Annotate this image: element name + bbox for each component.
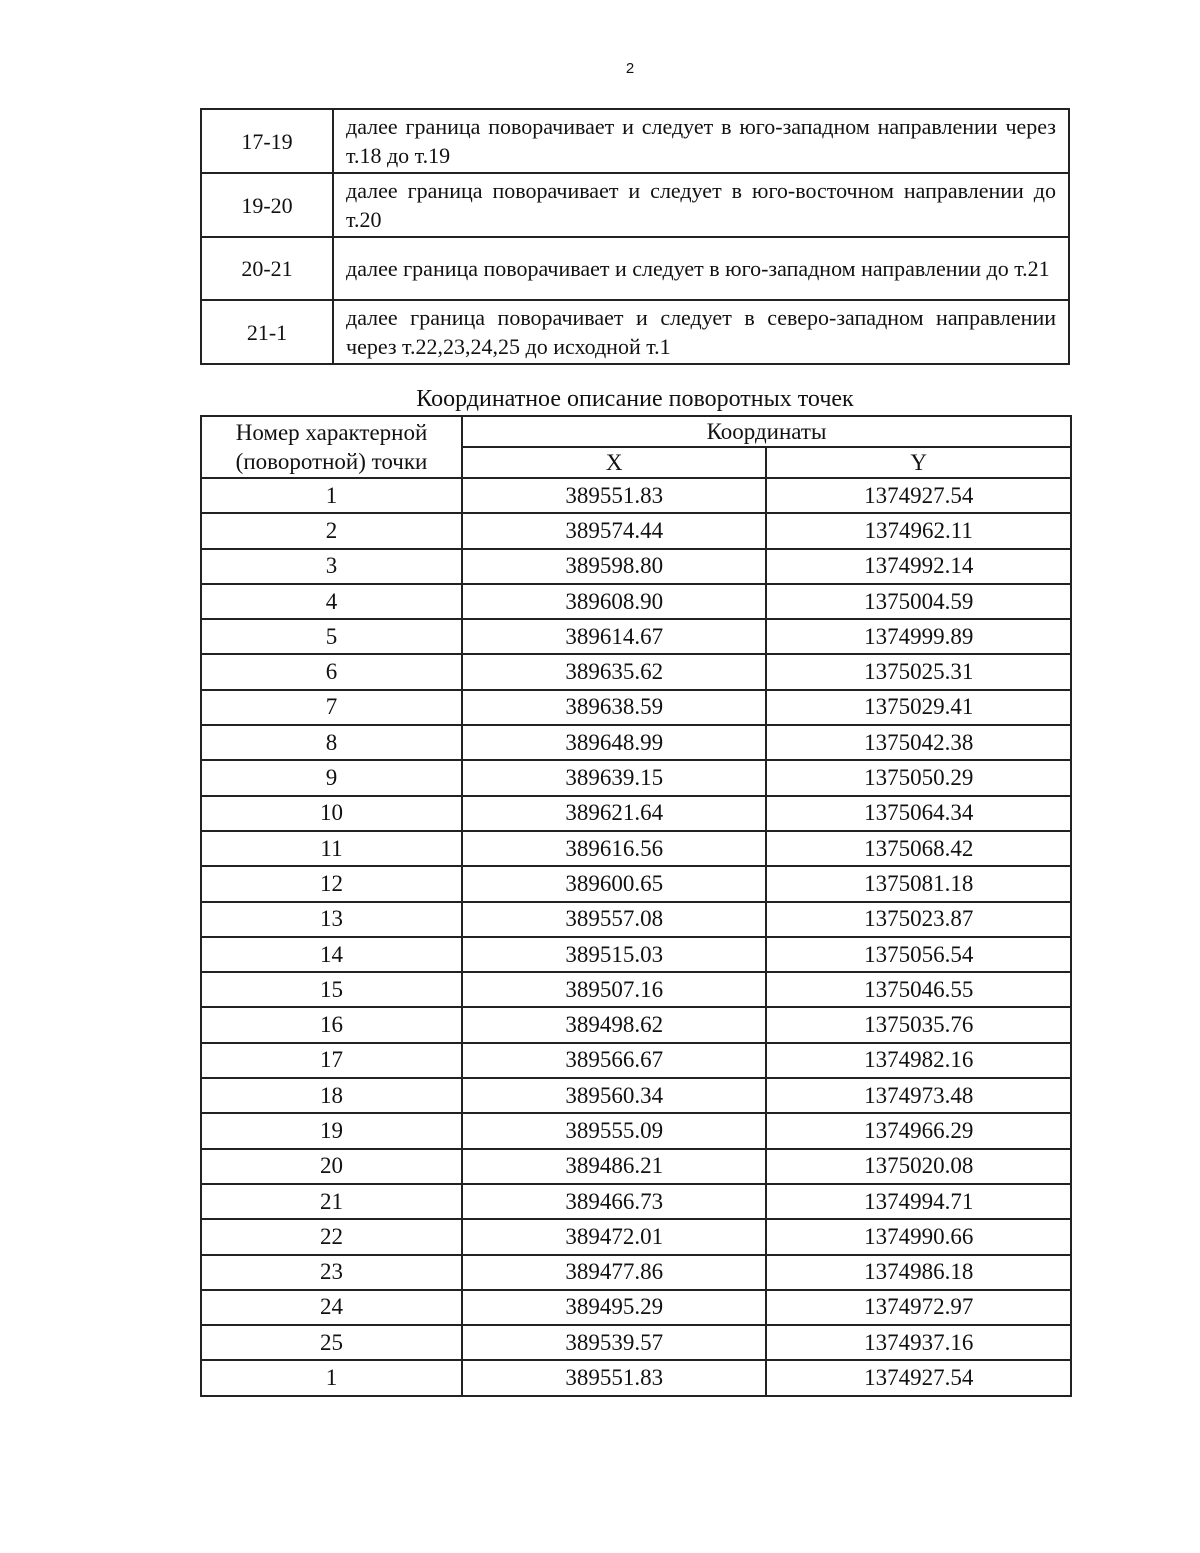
segment-description: далее граница поворачивает и следует в юго-западном направлении через т.18 до т.19: [333, 109, 1069, 173]
x-coordinate-cell: 389486.21: [462, 1149, 766, 1184]
coordinates-table: [200, 415, 1072, 1397]
y-coordinate-cell: 1375064.34: [766, 796, 1071, 831]
point-number-cell: 18: [201, 1078, 462, 1113]
point-number-cell: 1: [201, 478, 462, 513]
point-number-cell: 21: [201, 1184, 462, 1219]
coord-row: [201, 619, 1071, 654]
y-coordinate-cell: 1374937.16: [766, 1325, 1071, 1360]
coord-row: [201, 902, 1071, 937]
y-coordinate-cell: 1375056.54: [766, 937, 1071, 972]
x-coordinate-cell: 389477.86: [462, 1255, 766, 1290]
y-coordinate-cell: 1374927.54: [766, 478, 1071, 513]
y-coordinate-cell: 1375020.08: [766, 1149, 1071, 1184]
y-coordinate-cell: 1374994.71: [766, 1184, 1071, 1219]
x-coordinate-cell: 389600.65: [462, 866, 766, 901]
point-number-cell: 13: [201, 902, 462, 937]
point-number-cell: 22: [201, 1219, 462, 1254]
x-coordinate-cell: 389614.67: [462, 619, 766, 654]
point-number-cell: 4: [201, 584, 462, 619]
header-x: X: [462, 447, 766, 478]
point-number-cell: 17: [201, 1043, 462, 1078]
point-number-cell: 12: [201, 866, 462, 901]
x-coordinate-cell: 389566.67: [462, 1043, 766, 1078]
coord-row: [201, 690, 1071, 725]
coord-row: [201, 1360, 1071, 1395]
y-coordinate-cell: 1374973.48: [766, 1078, 1071, 1113]
segment-id: 17-19: [201, 109, 333, 173]
x-coordinate-cell: 389621.64: [462, 796, 766, 831]
x-coordinate-cell: 389495.29: [462, 1290, 766, 1325]
coord-row: [201, 549, 1071, 584]
y-coordinate-cell: 1375081.18: [766, 866, 1071, 901]
x-coordinate-cell: 389515.03: [462, 937, 766, 972]
x-coordinate-cell: 389551.83: [462, 1360, 766, 1395]
segment-description: далее граница поворачивает и следует в юго-западном направлении до т.21: [333, 237, 1069, 300]
coord-row: [201, 1325, 1071, 1360]
segments-body: [201, 109, 1069, 364]
boundary-segments-table: [200, 108, 1070, 365]
point-number-cell: 9: [201, 760, 462, 795]
point-number-cell: 3: [201, 549, 462, 584]
y-coordinate-cell: 1375029.41: [766, 690, 1071, 725]
y-coordinate-cell: 1375025.31: [766, 654, 1071, 689]
x-coordinate-cell: 389635.62: [462, 654, 766, 689]
coord-row: [201, 1255, 1071, 1290]
point-number-cell: 2: [201, 513, 462, 548]
coord-row: [201, 1219, 1071, 1254]
coord-row: [201, 725, 1071, 760]
coord-row: [201, 654, 1071, 689]
x-coordinate-cell: 389472.01: [462, 1219, 766, 1254]
x-coordinate-cell: 389466.73: [462, 1184, 766, 1219]
point-number-cell: 20: [201, 1149, 462, 1184]
y-coordinate-cell: 1375046.55: [766, 972, 1071, 1007]
x-coordinate-cell: 389555.09: [462, 1113, 766, 1148]
header-point-number: Номер характерной (поворотной) точки: [201, 416, 462, 478]
x-coordinate-cell: 389498.62: [462, 1007, 766, 1042]
segment-row: [201, 109, 1069, 173]
point-number-cell: 5: [201, 619, 462, 654]
point-number-cell: 24: [201, 1290, 462, 1325]
coord-row: [201, 513, 1071, 548]
y-coordinate-cell: 1375042.38: [766, 725, 1071, 760]
y-coordinate-cell: 1375004.59: [766, 584, 1071, 619]
coord-row: [201, 937, 1071, 972]
page-number: 2: [625, 60, 635, 77]
point-number-cell: 6: [201, 654, 462, 689]
segment-row: [201, 173, 1069, 237]
y-coordinate-cell: 1374927.54: [766, 1360, 1071, 1395]
point-number-cell: 16: [201, 1007, 462, 1042]
segment-id: 20-21: [201, 237, 333, 300]
point-number-cell: 8: [201, 725, 462, 760]
coord-row: [201, 1043, 1071, 1078]
segment-id: 21-1: [201, 300, 333, 364]
y-coordinate-cell: 1374972.97: [766, 1290, 1071, 1325]
coord-row: [201, 1149, 1071, 1184]
point-number-cell: 11: [201, 831, 462, 866]
coord-row: [201, 1113, 1071, 1148]
y-coordinate-cell: 1375068.42: [766, 831, 1071, 866]
coord-row: [201, 831, 1071, 866]
y-coordinate-cell: 1374962.11: [766, 513, 1071, 548]
point-number-cell: 15: [201, 972, 462, 1007]
point-number-cell: 14: [201, 937, 462, 972]
x-coordinate-cell: 389574.44: [462, 513, 766, 548]
segment-description: далее граница поворачивает и следует в северо-западном направлении через т.22,23,24,25 до исходной т.1: [333, 300, 1069, 364]
x-coordinate-cell: 389551.83: [462, 478, 766, 513]
point-number-cell: 23: [201, 1255, 462, 1290]
x-coordinate-cell: 389507.16: [462, 972, 766, 1007]
coord-row: [201, 584, 1071, 619]
point-number-cell: 7: [201, 690, 462, 725]
x-coordinate-cell: 389616.56: [462, 831, 766, 866]
y-coordinate-cell: 1374992.14: [766, 549, 1071, 584]
coord-row: [201, 866, 1071, 901]
x-coordinate-cell: 389608.90: [462, 584, 766, 619]
y-coordinate-cell: 1374982.16: [766, 1043, 1071, 1078]
x-coordinate-cell: 389557.08: [462, 902, 766, 937]
coord-row: [201, 1007, 1071, 1042]
segment-id: 19-20: [201, 173, 333, 237]
coord-row: [201, 1290, 1071, 1325]
coords-table-title: Координатное описание поворотных точек: [416, 386, 854, 412]
x-coordinate-cell: 389560.34: [462, 1078, 766, 1113]
coord-row: [201, 1184, 1071, 1219]
point-number-cell: 1: [201, 1360, 462, 1395]
segment-row: [201, 300, 1069, 364]
header-y: Y: [766, 447, 1071, 478]
y-coordinate-cell: 1374986.18: [766, 1255, 1071, 1290]
y-coordinate-cell: 1374999.89: [766, 619, 1071, 654]
y-coordinate-cell: 1374990.66: [766, 1219, 1071, 1254]
coord-row: [201, 972, 1071, 1007]
x-coordinate-cell: 389598.80: [462, 549, 766, 584]
point-number-cell: 10: [201, 796, 462, 831]
y-coordinate-cell: 1375023.87: [766, 902, 1071, 937]
x-coordinate-cell: 389648.99: [462, 725, 766, 760]
coord-row: [201, 760, 1071, 795]
y-coordinate-cell: 1374966.29: [766, 1113, 1071, 1148]
x-coordinate-cell: 389539.57: [462, 1325, 766, 1360]
x-coordinate-cell: 389639.15: [462, 760, 766, 795]
coord-row: [201, 1078, 1071, 1113]
x-coordinate-cell: 389638.59: [462, 690, 766, 725]
segment-description: далее граница поворачивает и следует в юго-восточном направлении до т.20: [333, 173, 1069, 237]
coords-body: [201, 478, 1071, 1396]
coord-row: [201, 796, 1071, 831]
y-coordinate-cell: 1375050.29: [766, 760, 1071, 795]
point-number-cell: 19: [201, 1113, 462, 1148]
coord-row: [201, 478, 1071, 513]
point-number-cell: 25: [201, 1325, 462, 1360]
header-coordinates: Координаты: [462, 416, 1071, 447]
segment-row: [201, 237, 1069, 300]
y-coordinate-cell: 1375035.76: [766, 1007, 1071, 1042]
